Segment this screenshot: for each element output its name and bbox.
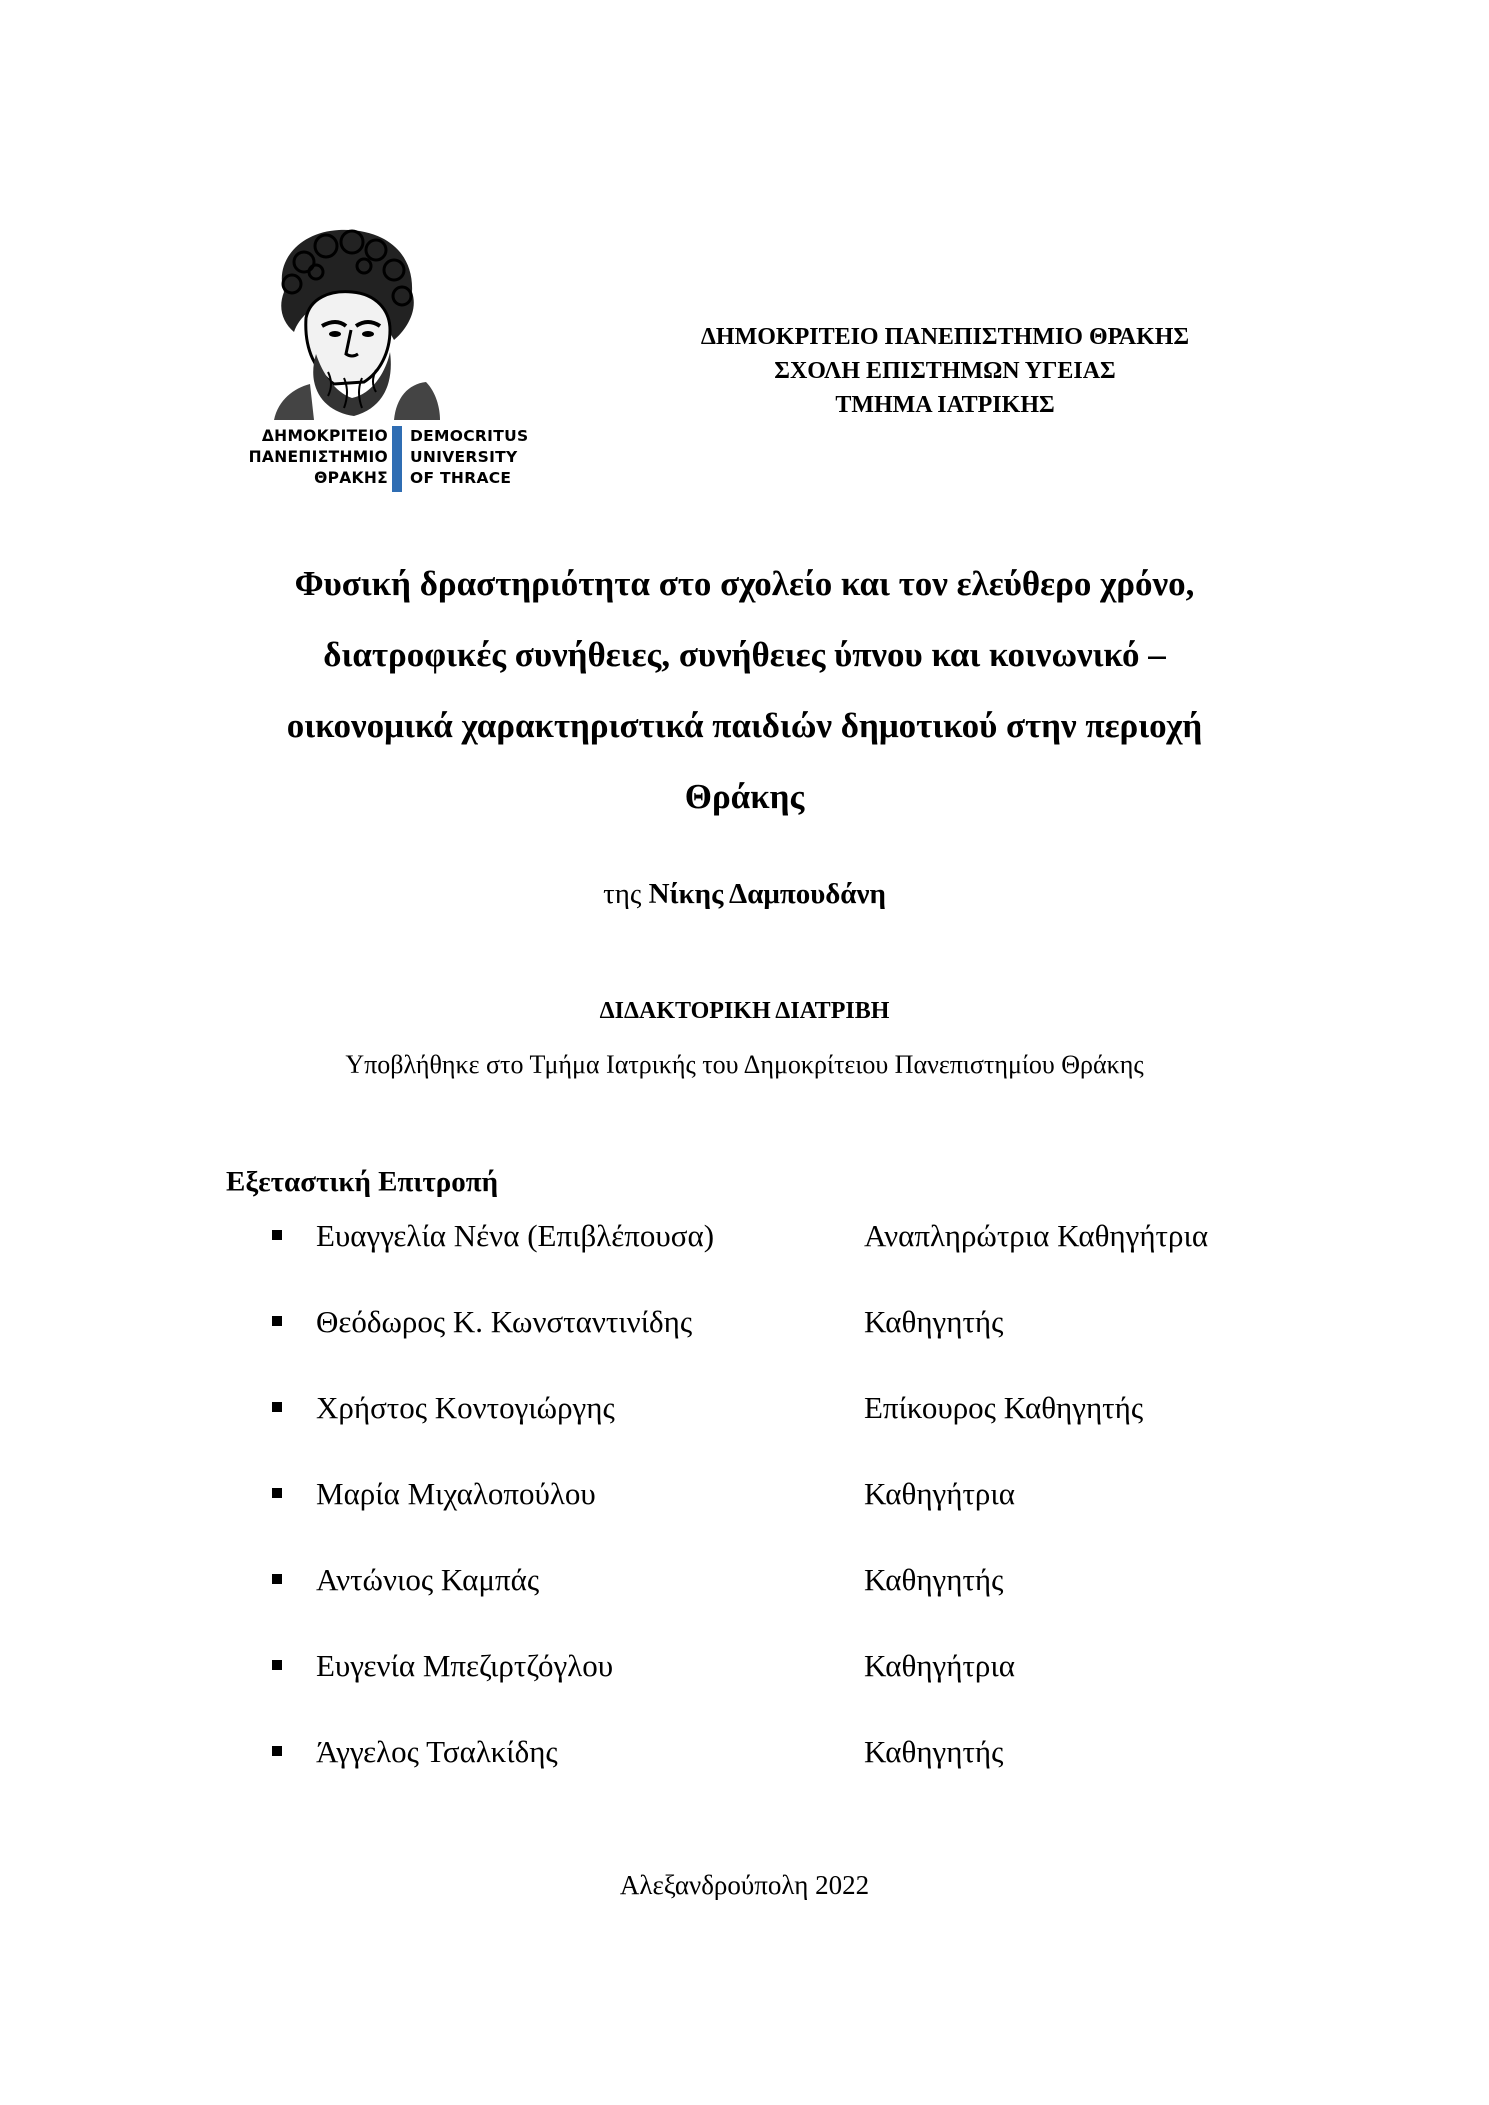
member-role: Επίκουρος Καθηγητής (864, 1390, 1144, 1425)
list-item (272, 1562, 1322, 1648)
committee-heading: Εξεταστική Επιτροπή (226, 1166, 499, 1198)
member-name: Αντώνιος Καμπάς (316, 1562, 540, 1597)
square-bullet-icon (272, 1402, 282, 1412)
democritus-portrait-icon (244, 222, 444, 420)
square-bullet-icon (272, 1660, 282, 1670)
member-role: Καθηγητής (864, 1304, 1004, 1339)
school-name: ΣΧΟΛΗ ΕΠΙΣΤΗΜΩΝ ΥΓΕΙΑΣ (774, 358, 1116, 384)
member-role: Καθηγητής (864, 1734, 1004, 1769)
title-line: διατροφικές συνήθειες, συνήθειες ύπνου και κοινωνικό – (323, 635, 1166, 674)
logo-english-line: OF THRACE (410, 469, 512, 487)
member-name: Θεόδωρος Κ. Κωνσταντινίδης (316, 1304, 693, 1339)
title-line: Θράκης (684, 777, 805, 816)
list-item (272, 1218, 1322, 1304)
thesis-title (200, 548, 1289, 832)
department-name: ΤΜΗΜΑ ΙΑΤΡΙΚΗΣ (835, 392, 1055, 418)
logo-greek-text (228, 426, 388, 489)
list-item (272, 1390, 1322, 1476)
square-bullet-icon (272, 1230, 282, 1240)
list-item (272, 1648, 1322, 1734)
committee-list (272, 1218, 1322, 1820)
square-bullet-icon (272, 1316, 282, 1326)
author-line (200, 878, 1289, 911)
square-bullet-icon (272, 1488, 282, 1498)
list-item (272, 1734, 1322, 1820)
university-logo (224, 222, 544, 504)
document-type: ΔΙΔΑΚΤΟΡΙΚΗ ΔΙΑΤΡΙΒΗ (599, 998, 890, 1024)
member-name: Χρήστος Κοντογιώργης (316, 1390, 615, 1425)
institution-header (600, 320, 1290, 422)
logo-english-line: UNIVERSITY (410, 448, 518, 466)
member-role: Καθηγητής (864, 1562, 1004, 1597)
logo-greek-line: ΘΡΑΚΗΣ (314, 469, 388, 487)
title-line: οικονομικά χαρακτηριστικά παιδιών δημοτικού στην περιοχή (286, 706, 1203, 745)
logo-english-line: DEMOCRITUS (410, 427, 529, 445)
member-name: Ευγενία Μπεζιρτζόγλου (316, 1648, 614, 1683)
place-and-year: Αλεξανδρούπολη 2022 (619, 1870, 870, 1900)
member-role: Αναπληρώτρια Καθηγήτρια (864, 1218, 1209, 1253)
author-name: Νίκης Δαμπουδάνη (648, 878, 886, 910)
square-bullet-icon (272, 1746, 282, 1756)
member-role: Καθηγήτρια (864, 1648, 1015, 1683)
member-role: Καθηγήτρια (864, 1476, 1015, 1511)
title-line: Φυσική δραστηριότητα στο σχολείο και τον ελεύθερο χρόνο, (294, 564, 1195, 603)
member-name: Ευαγγελία Νένα (Επιβλέπουσα) (316, 1218, 715, 1253)
logo-divider (392, 426, 402, 492)
logo-greek-line: ΔΗΜΟΚΡΙΤΕΙΟ (261, 427, 388, 445)
member-name: Άγγελος Τσαλκίδης (316, 1734, 558, 1769)
list-item (272, 1476, 1322, 1562)
member-name: Μαρία Μιχαλοπούλου (316, 1476, 596, 1511)
logo-english-text (410, 426, 550, 489)
square-bullet-icon (272, 1574, 282, 1584)
author-prefix: της (603, 878, 642, 910)
logo-greek-line: ΠΑΝΕΠΙΣΤΗΜΙΟ (248, 448, 388, 466)
university-name: ΔΗΜΟΚΡΙΤΕΙΟ ΠΑΝΕΠΙΣΤΗΜΙΟ ΘΡΑΚΗΣ (700, 324, 1190, 350)
submission-statement: Υποβλήθηκε στο Τμήμα Ιατρικής του Δημοκρίτειου Πανεπιστημίου Θράκης (345, 1050, 1144, 1079)
list-item (272, 1304, 1322, 1390)
